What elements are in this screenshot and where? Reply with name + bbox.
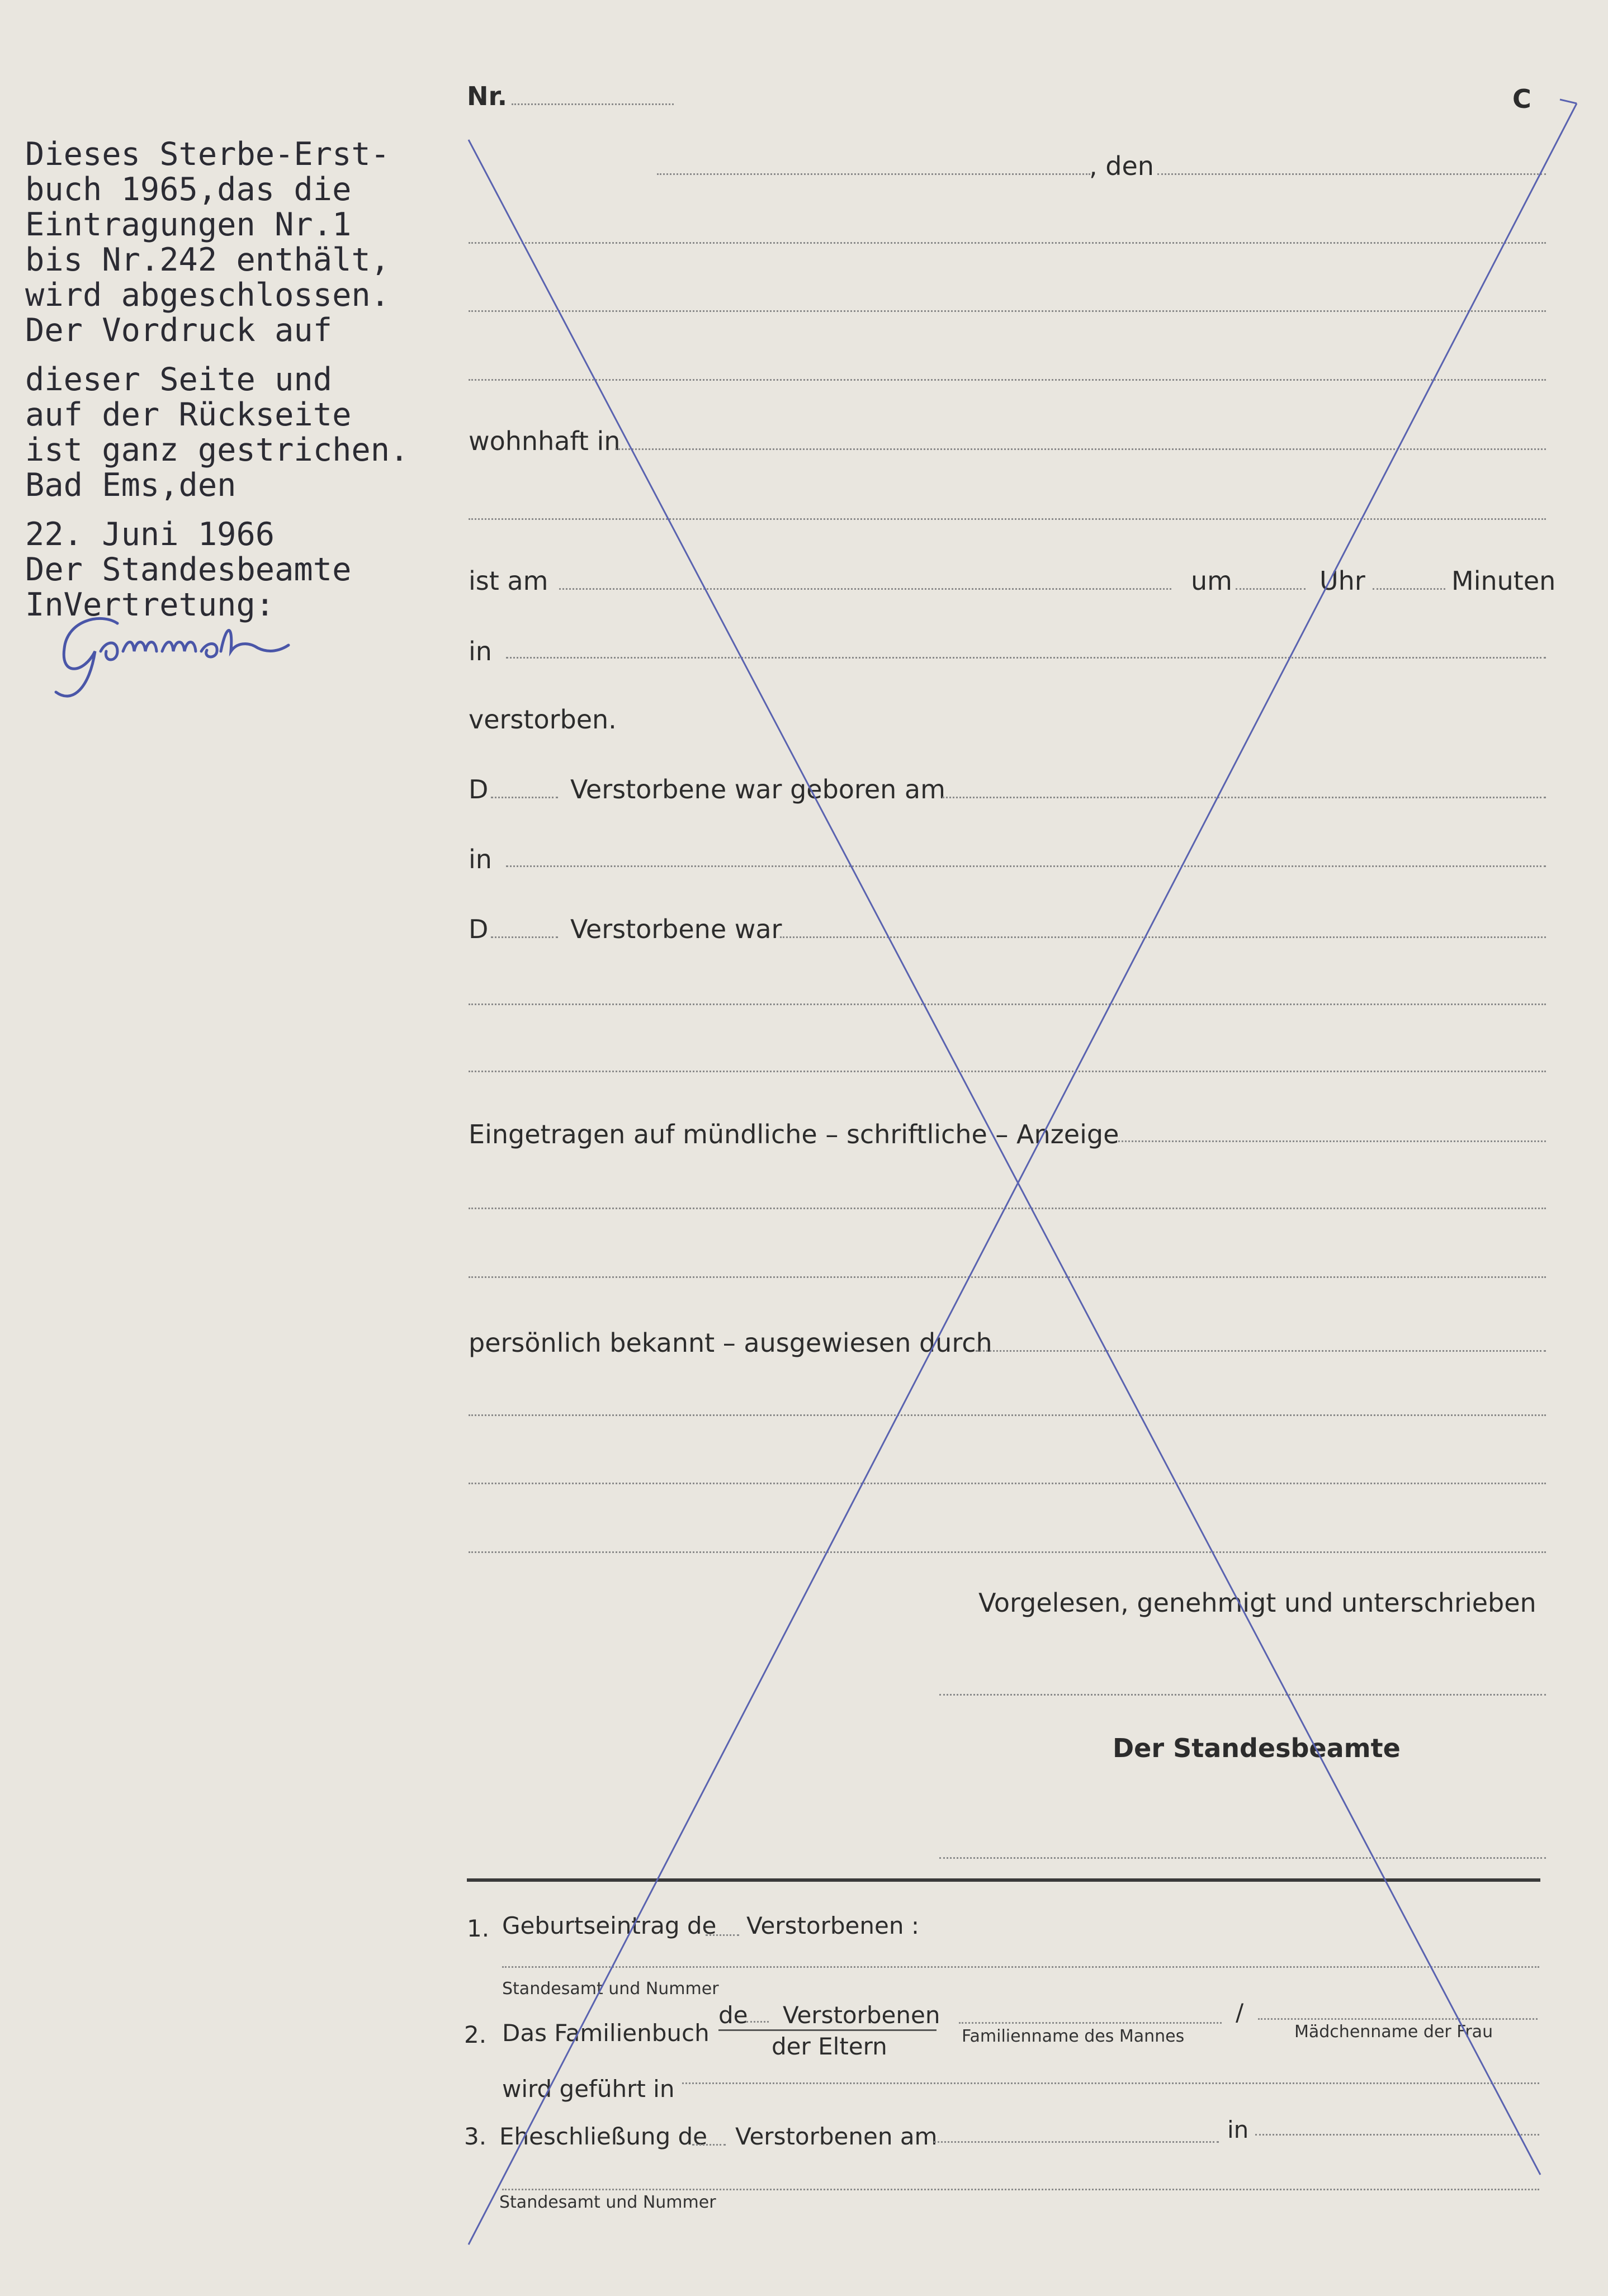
verstorbenen-am-label: Verstorbenen am xyxy=(735,2123,938,2150)
wohnhaft-label: wohnhaft in xyxy=(469,426,621,456)
cross-out-line-diagonal xyxy=(469,103,1577,2245)
war-label: Verstorbene war xyxy=(570,914,782,944)
um-label: um xyxy=(1191,566,1232,596)
note-line: Der Standesbeamte xyxy=(25,551,352,588)
standesbeamte-label: Der Standesbeamte xyxy=(1113,1733,1401,1763)
note-line: buch 1965,das die xyxy=(25,171,352,208)
in-label: in xyxy=(1227,2116,1249,2143)
item-number: 1. xyxy=(467,1915,490,1942)
note-line: ist ganz gestrichen. xyxy=(25,432,409,468)
item-number: 3. xyxy=(464,2123,487,2150)
standesamt-caption: Standesamt und Nummer xyxy=(502,1979,719,1999)
verstorbenen-option: Verstorbenen xyxy=(783,2001,940,2029)
corner-letter: C xyxy=(1512,84,1531,114)
uhr-label: Uhr xyxy=(1319,566,1365,596)
persoenlich-label: persönlich bekannt – ausgewiesen durch xyxy=(469,1328,992,1358)
note-line: InVertretung: xyxy=(25,586,275,623)
note-line: Eintragungen Nr.1 xyxy=(25,206,352,243)
ist-am-label: ist am xyxy=(469,566,548,596)
nr-label: Nr. xyxy=(467,81,508,111)
geburtseintrag-label: Geburtseintrag de xyxy=(502,1912,717,1939)
in-label: in xyxy=(469,636,492,666)
vorgelesen-label: Vorgelesen, genehmigt und unterschrieben xyxy=(978,1588,1536,1618)
cross-out-line-diagonal xyxy=(469,140,1540,2175)
geboren-label: Verstorbene war geboren am xyxy=(570,774,945,804)
note-line: wird abgeschlossen. xyxy=(25,277,390,314)
verstorben-label: verstorben. xyxy=(469,704,617,735)
d-label: D xyxy=(469,914,489,944)
minuten-label: Minuten xyxy=(1451,566,1556,596)
gefuehrt-label: wird geführt in xyxy=(502,2075,675,2103)
note-line: auf der Rückseite xyxy=(25,396,352,433)
item-number: 2. xyxy=(464,2021,487,2048)
in-label: in xyxy=(469,844,492,874)
de-label: de xyxy=(718,2001,748,2029)
maedchenname-caption: Mädchenname der Frau xyxy=(1294,2022,1493,2042)
note-line: Der Vordruck auf xyxy=(25,312,333,349)
note-line: Bad Ems,den xyxy=(25,467,237,504)
note-line: dieser Seite und xyxy=(25,361,333,398)
den-label: , den xyxy=(1089,151,1154,181)
familienbuch-label: Das Familienbuch xyxy=(502,2019,710,2047)
verstorbenen-label: Verstorbenen : xyxy=(746,1912,919,1939)
eheschliessung-label: Eheschließung de xyxy=(499,2123,707,2150)
eltern-option: der Eltern xyxy=(772,2033,887,2060)
slash-separator: / xyxy=(1236,1999,1244,2026)
standesamt-caption: Standesamt und Nummer xyxy=(499,2193,716,2212)
handwritten-signature xyxy=(56,618,289,696)
d-label: D xyxy=(469,774,489,804)
familienname-caption: Familienname des Mannes xyxy=(962,2027,1185,2046)
note-line: 22. Juni 1966 xyxy=(25,516,275,553)
note-line: bis Nr.242 enthält, xyxy=(25,242,390,278)
eingetragen-label: Eingetragen auf mündliche – schriftliche – Anzeige xyxy=(469,1119,1119,1149)
cross-out-hook xyxy=(1560,100,1577,103)
note-line: Dieses Sterbe-Erst- xyxy=(25,136,390,173)
